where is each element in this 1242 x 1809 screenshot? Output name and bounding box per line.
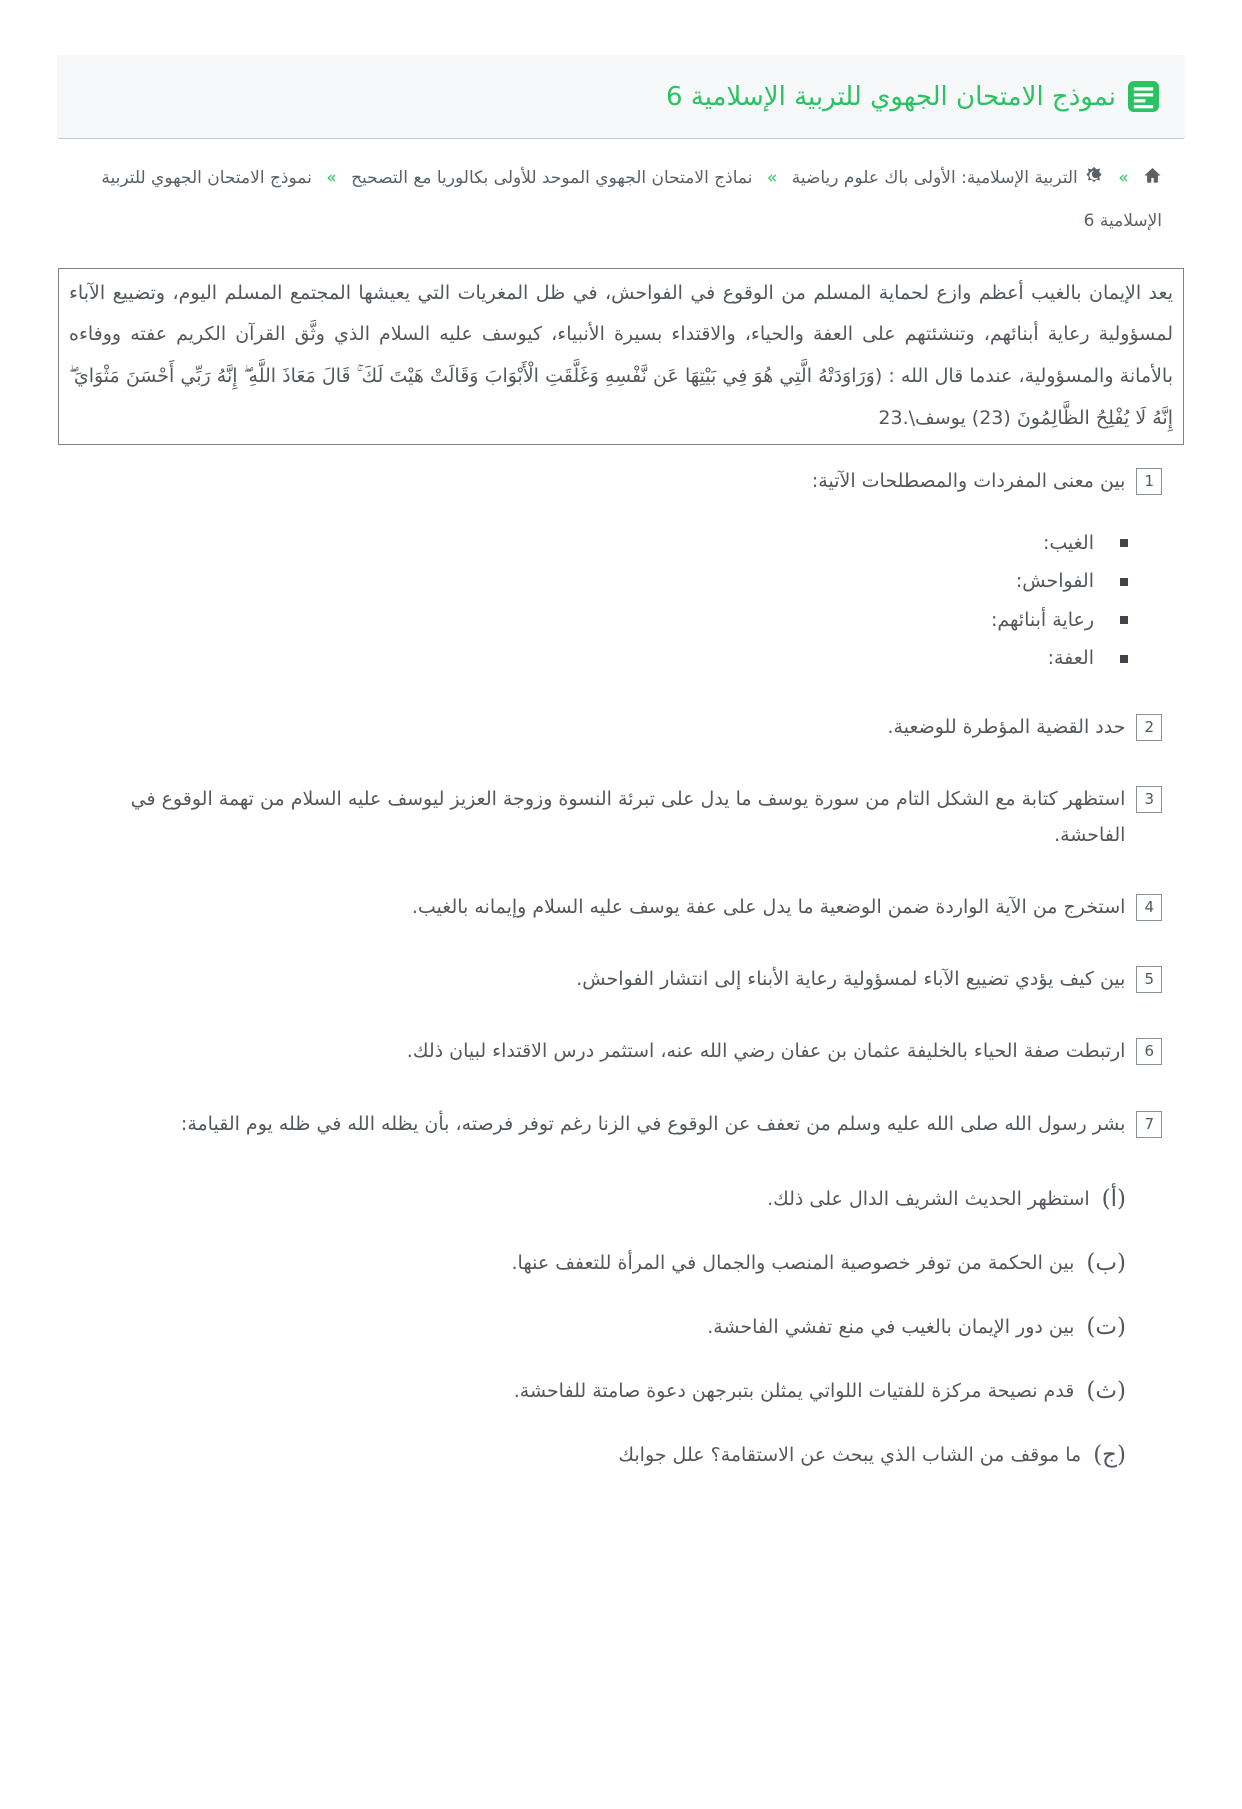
home-icon xyxy=(1143,166,1162,185)
sub-question-j xyxy=(80,1438,1126,1472)
question-text: بين كيف يؤدي تضييع الآباء لمسؤولية رعاية الأبناء إلى انتشار الفواحش. xyxy=(576,968,1126,991)
vocab-label: رعاية أبنائهم: xyxy=(991,608,1094,631)
breadcrumb xyxy=(80,157,1162,244)
question-number: 4 xyxy=(1136,894,1162,921)
breadcrumb-label: نماذج الامتحان الجهوي الموحد للأولى بكالوريا مع التصحيح xyxy=(351,168,753,188)
page xyxy=(0,55,1242,1809)
situation-box xyxy=(58,268,1184,445)
vocab-list xyxy=(80,529,1128,673)
sub-question-t xyxy=(80,1310,1126,1344)
breadcrumb-current: نموذج الامتحان الجهوي للتربية الإسلامية 6 xyxy=(101,168,1162,232)
question-text: حدد القضية المؤطرة للوضعية. xyxy=(887,715,1126,738)
sub-question-text: استظهر الحديث الشريف الدال على ذلك. xyxy=(767,1187,1090,1210)
bullet-square-icon xyxy=(1120,539,1128,547)
question-number: 6 xyxy=(1136,1038,1162,1065)
breadcrumb-link-exams[interactable] xyxy=(351,168,752,188)
breadcrumb-separator: « xyxy=(1118,168,1129,188)
sub-question-th xyxy=(80,1374,1126,1408)
sub-question-b xyxy=(80,1246,1126,1280)
page-title-text: نموذج الامتحان الجهوي للتربية الإسلامية 6 xyxy=(665,81,1116,112)
question-7 xyxy=(80,1106,1162,1142)
situation-text: يعد الإيمان بالغيب أعظم وازع لحماية المسلم من الوقوع في الفواحش، في ظل المغريات التي يعيشها المجتمع المسلم اليوم، وتضييع الآباء لمسؤولية رعاية أبنائهم، وتنشئتهم على العفة والحياء، والاقتداء بسيرة الأنبياء، كيوسف عليه السلام الذي وثَّق القرآن الكريم عفته ووفاءه بالأمانة والمسؤولية، عندما قال الله : (وَرَاوَدَتْهُ الَّتِي هُوَ فِي بَيْتِهَا عَن نَّفْسِهِ وَغَلَّقَتِ الْأَبْوَابَ وَقَالَتْ هَيْتَ لَكَ ۚ قَالَ مَعَاذَ اللَّهِ ۖ إِنَّهُ رَبِّي أَحْسَنَ مَثْوَايَ ۖ إِنَّهُ لَا يُفْلِحُ الظَّالِمُونَ (23) يوسف\.23 xyxy=(69,281,1173,430)
sub-question-text: بين دور الإيمان بالغيب في منع تفشي الفاحشة. xyxy=(707,1316,1075,1338)
sub-question-letter: (ب) xyxy=(1086,1249,1126,1276)
list-item xyxy=(80,644,1128,673)
sub-question-letter: (ث) xyxy=(1086,1378,1126,1405)
question-number: 2 xyxy=(1136,714,1162,741)
question-number: 3 xyxy=(1136,786,1162,813)
sub-question-text: قدم نصيحة مركزة للفتيات اللواتي يمثلن بتبرجهن دعوة صامتة للفاحشة. xyxy=(513,1380,1075,1403)
list-item xyxy=(80,606,1128,635)
question-text: بين معنى المفردات والمصطلحات الآتية: xyxy=(811,469,1126,492)
question-4 xyxy=(80,889,1162,925)
question-text: بشر رسول الله صلى الله عليه وسلم من تعفف عن الوقوع في الزنا رغم توفر فرصته، بأن يظله الله في ظله يوم القيامة: xyxy=(180,1112,1126,1135)
header-bar xyxy=(57,55,1185,139)
sub-question-letter: (ج) xyxy=(1093,1442,1126,1469)
sub-question-list xyxy=(80,1182,1126,1473)
question-text: استخرج من الآية الواردة ضمن الوضعية ما يدل على عفة يوسف عليه السلام وإيمانه بالغيب. xyxy=(411,896,1126,919)
sub-question-a xyxy=(80,1182,1126,1216)
question-number: 1 xyxy=(1136,468,1162,495)
breadcrumb-home-link[interactable] xyxy=(1138,168,1162,188)
list-item xyxy=(80,529,1128,558)
question-text: ارتبطت صفة الحياء بالخليفة عثمان بن عفان رضي الله عنه، استثمر درس الاقتداء لبيان ذلك. xyxy=(406,1040,1126,1063)
exam-content xyxy=(80,463,1162,1473)
sub-question-text: بين الحكمة من توفر خصوصية المنصب والجمال في المرأة للتعفف عنها. xyxy=(511,1251,1075,1274)
question-5 xyxy=(80,961,1162,997)
question-text: استظهر كتابة مع الشكل التام من سورة يوسف ما يدل على تبرئة النسوة وزوجة العزيز ليوسف عليه السلام من تهمة الوقوع في الفاحشة. xyxy=(130,788,1126,847)
breadcrumb-link-category[interactable] xyxy=(786,168,1103,188)
question-number: 5 xyxy=(1136,966,1162,993)
list-icon xyxy=(1128,81,1159,112)
bullet-square-icon xyxy=(1120,655,1128,663)
vocab-label: الغيب: xyxy=(1042,531,1094,554)
sub-question-letter: (أ) xyxy=(1101,1185,1126,1212)
question-6 xyxy=(80,1033,1162,1069)
vocab-label: الفواحش: xyxy=(1015,570,1094,593)
page-title xyxy=(666,81,1159,112)
question-number: 7 xyxy=(1136,1111,1162,1138)
question-2 xyxy=(80,709,1162,745)
breadcrumb-label: التربية الإسلامية: الأولى باك علوم رياضية xyxy=(791,168,1078,188)
list-item xyxy=(80,567,1128,596)
crescent-badge-icon xyxy=(1084,166,1104,186)
bullet-square-icon xyxy=(1120,578,1128,586)
question-3 xyxy=(80,781,1162,853)
breadcrumb-separator: « xyxy=(766,168,778,188)
bullet-square-icon xyxy=(1120,616,1128,624)
vocab-label: العفة: xyxy=(1047,647,1094,670)
question-1 xyxy=(80,463,1162,499)
breadcrumb-separator: « xyxy=(326,168,337,188)
sub-question-letter: (ت) xyxy=(1086,1314,1126,1341)
sub-question-text: ما موقف من الشاب الذي يبحث عن الاستقامة؟ علل جوابك xyxy=(618,1444,1082,1467)
